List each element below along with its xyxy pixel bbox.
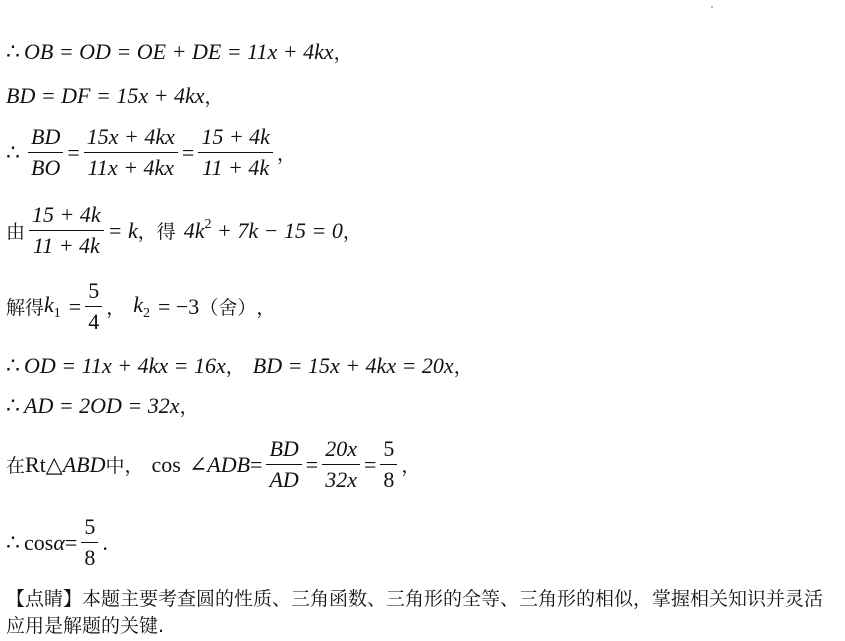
fraction-x-terms: $\frac{15x + 4kx}{11x + 4kx}$: [84, 122, 178, 183]
therefore-symbol: ∴: [6, 139, 20, 165]
alpha-symbol: α: [53, 529, 65, 555]
punct: ，: [453, 356, 473, 378]
punct: ，: [204, 86, 224, 108]
commentary-note: [6, 586, 836, 640]
text-zai: 在: [6, 455, 26, 477]
line-2: [6, 82, 224, 109]
line-1: [6, 38, 353, 65]
line-6: ∴ OD = 11x + 4kx = 16x ， BD = 15x + 4kx = 20x ，: [6, 352, 473, 378]
text-you: 由: [6, 221, 26, 243]
equation-od: OD = 11x + 4kx = 16x: [24, 352, 226, 378]
therefore-symbol: ∴: [6, 38, 20, 64]
punct: ，: [256, 297, 276, 319]
line-5: 解得 $k_1$ = $\frac{5}{4}$ ， $k_2$ = −3 （舍） ，: [6, 276, 275, 337]
fraction-five-fourths: $\frac{5}{4}$: [85, 276, 102, 337]
quadratic-equation: $4k^2 + 7k - 15 = 0$: [183, 217, 343, 243]
period: .: [102, 529, 108, 555]
therefore-symbol: ∴: [6, 352, 20, 378]
rt-triangle: Rt△: [25, 451, 63, 477]
punct: ，: [401, 455, 421, 477]
line-8: 在 Rt△ ABD 中， cos ∠ADB = $\frac{BD}{AD}$ = $\frac{20x}{32x}$ = $\frac{5}{8}$ ，: [6, 434, 420, 495]
equation-ad: AD = 2OD = 32x: [24, 392, 180, 418]
fraction-bd-ad: $\frac{BD}{AD}$: [266, 434, 301, 495]
line-9: ∴ cos α = $\frac{5}{8}$ .: [6, 512, 108, 573]
fraction-k-terms: $\frac{15 + 4k}{11 + 4k}$: [198, 122, 273, 183]
punct: ，: [179, 396, 199, 418]
cos-function: cos: [24, 529, 54, 555]
cos-function: cos: [151, 451, 181, 477]
equation-bd-df: BD = DF = 15x + 4kx: [6, 82, 205, 108]
angle-adb: ∠ADB: [188, 451, 251, 477]
fraction-five-eighths: $\frac{5}{8}$: [380, 434, 397, 495]
scan-speck: [711, 6, 713, 8]
note-tag: 【点睛】: [6, 588, 83, 610]
text-jiede: 解得: [6, 297, 45, 319]
k1-symbol: $k_1$: [44, 291, 61, 321]
line-7: [6, 392, 199, 419]
punct: ，: [333, 42, 353, 64]
line-3: ∴ $\frac{BD}{BO}$ = $\frac{15x + 4kx}{11x + 4kx}$ = $\frac{15 + 4k}{11 + 4k}$ ，: [6, 122, 296, 183]
therefore-symbol: ∴: [6, 529, 20, 555]
text-rejected: （舍）: [199, 297, 257, 319]
k2-symbol: $k_2$: [133, 291, 150, 321]
fraction-bd-bo: $\frac{BD}{BO}$: [28, 122, 63, 183]
punct: ，: [276, 143, 296, 165]
equation-ob-od: OB = OD = OE + DE = 11x + 4kx: [24, 38, 334, 64]
therefore-symbol: ∴: [6, 392, 20, 418]
text-de: ，得: [137, 221, 176, 243]
note-text: 本题主要考查圆的性质、三角函数、三角形的全等、三角形的相似，掌握相关知识并灵活应用是解题的关键.: [6, 588, 824, 637]
line-4: 由 $\frac{15 + 4k}{11 + 4k}$ = k ，得 $4k^2 + 7k - 15 = 0$ ，: [6, 200, 362, 261]
fraction-answer: $\frac{5}{8}$: [81, 512, 98, 573]
fraction-20x-32x: $\frac{20x}{32x}$: [322, 434, 360, 495]
fraction-k-ratio: $\frac{15 + 4k}{11 + 4k}$: [29, 200, 104, 261]
punct: ，: [342, 221, 362, 243]
equation-bd: BD = 15x + 4kx = 20x: [252, 352, 454, 378]
